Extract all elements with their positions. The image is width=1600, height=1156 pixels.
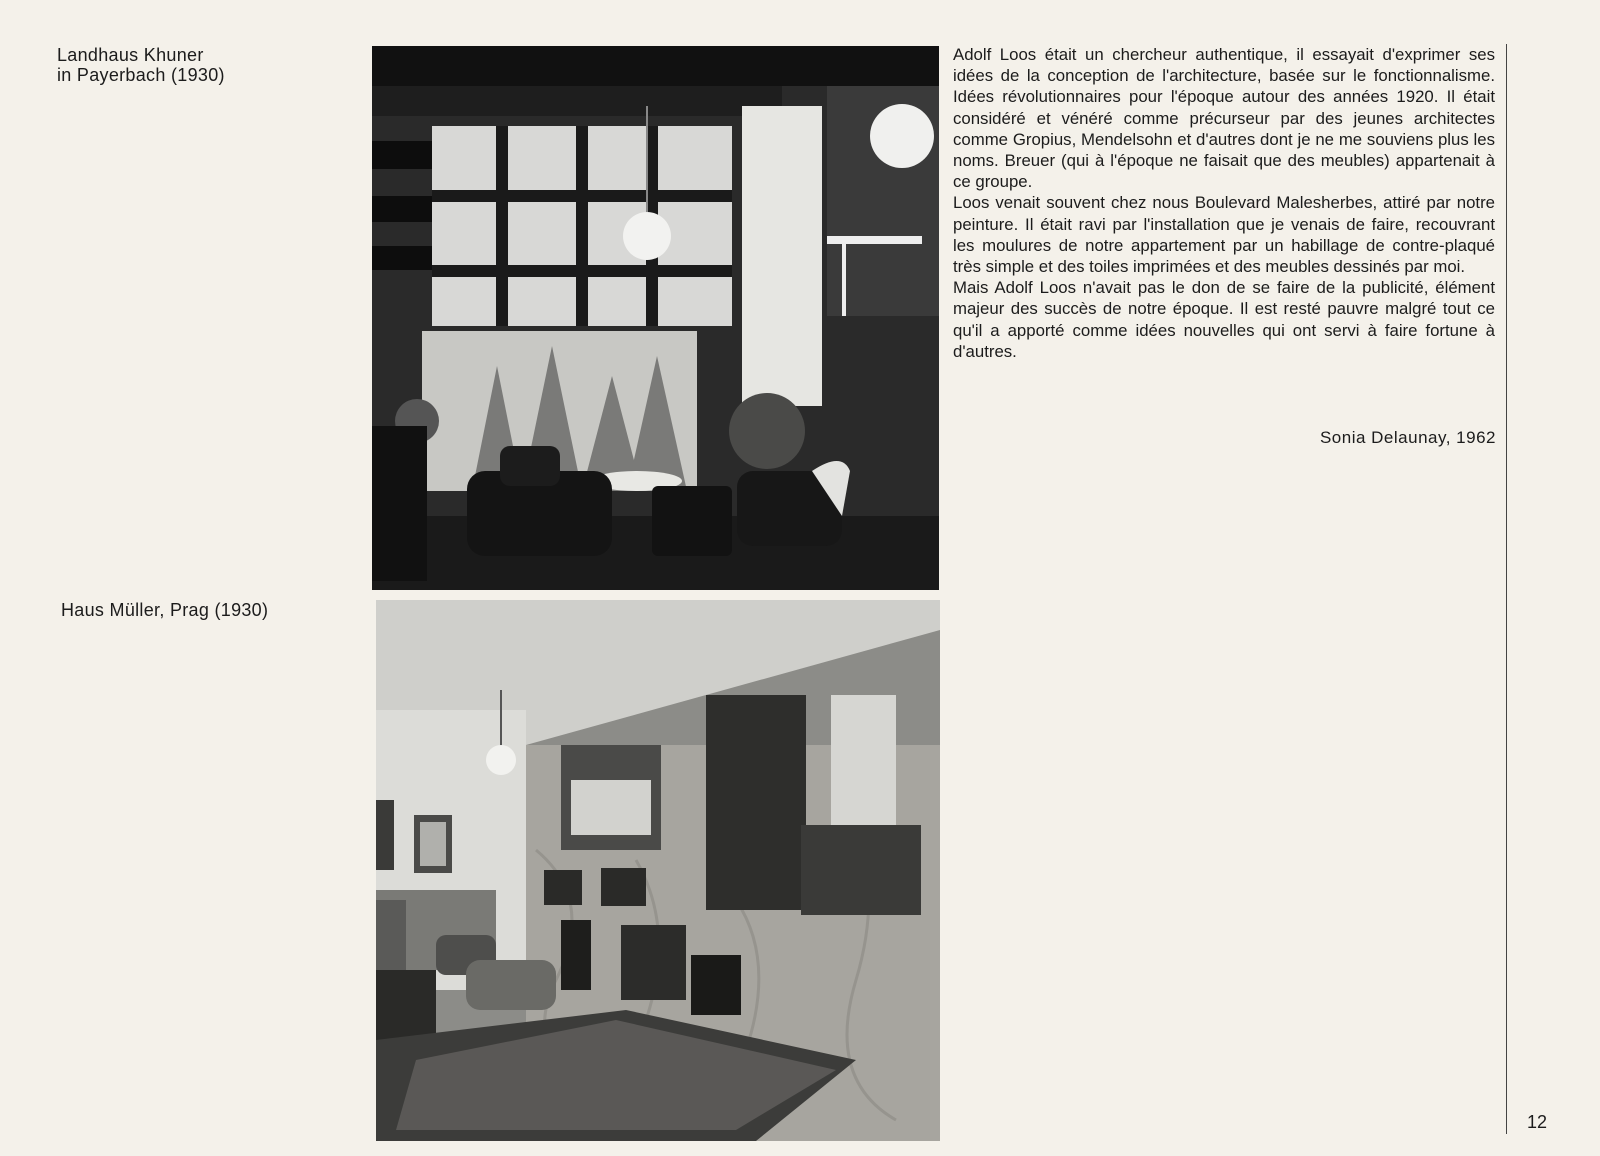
essay-paragraph-3: Mais Adolf Loos n'avait pas le don de se faire de la publicité, élément majeur des succès de notre époque. Il est resté pauvre malgré tout ce qu'il a apporté comme idées nouvelles qui ont servi à faire fortune à d'autres. <box>953 278 1495 361</box>
page-number: 12 <box>1527 1112 1548 1132</box>
caption-khuner-place: in Payerbach (1930) <box>57 65 225 85</box>
vertical-rule <box>1506 44 1507 1134</box>
signature: Sonia Delaunay, 1962 <box>1319 428 1496 447</box>
photo-haus-muller-interior <box>376 600 940 1141</box>
photo-landhaus-khuner-interior <box>372 46 939 590</box>
essay-paragraph-2: Loos venait souvent chez nous Boulevard Malesherbes, attiré par notre peinture. Il était ravi par l'installation que je venais de faire, recouvrant les moulures de notre appartement par un habillage de contre-plaqué très simple et des toiles imprimées et des meubles dessinés par moi. <box>953 193 1495 277</box>
essay-paragraph-1: Adolf Loos était un chercheur authentique, il essayait d'exprimer ses idées de la conception de l'architecture, basée sur le fonctionnalisme. Idées révolutionnaires pour l'époque autour des années 1920. Il était considéré et vénéré comme précurseur par des jeunes architectes comme Gropius, Mendelsohn et d'autres dont je ne me souviens plus les noms. Breuer (qui à l'époque ne faisait que des meubles) appartenait à ce groupe. <box>953 45 1495 192</box>
essay-text <box>953 44 1495 362</box>
caption-khuner-title: Landhaus Khuner <box>57 45 204 65</box>
caption-haus-muller: Haus Müller, Prag (1930) <box>61 600 269 620</box>
caption-landhaus-khuner <box>57 45 225 85</box>
